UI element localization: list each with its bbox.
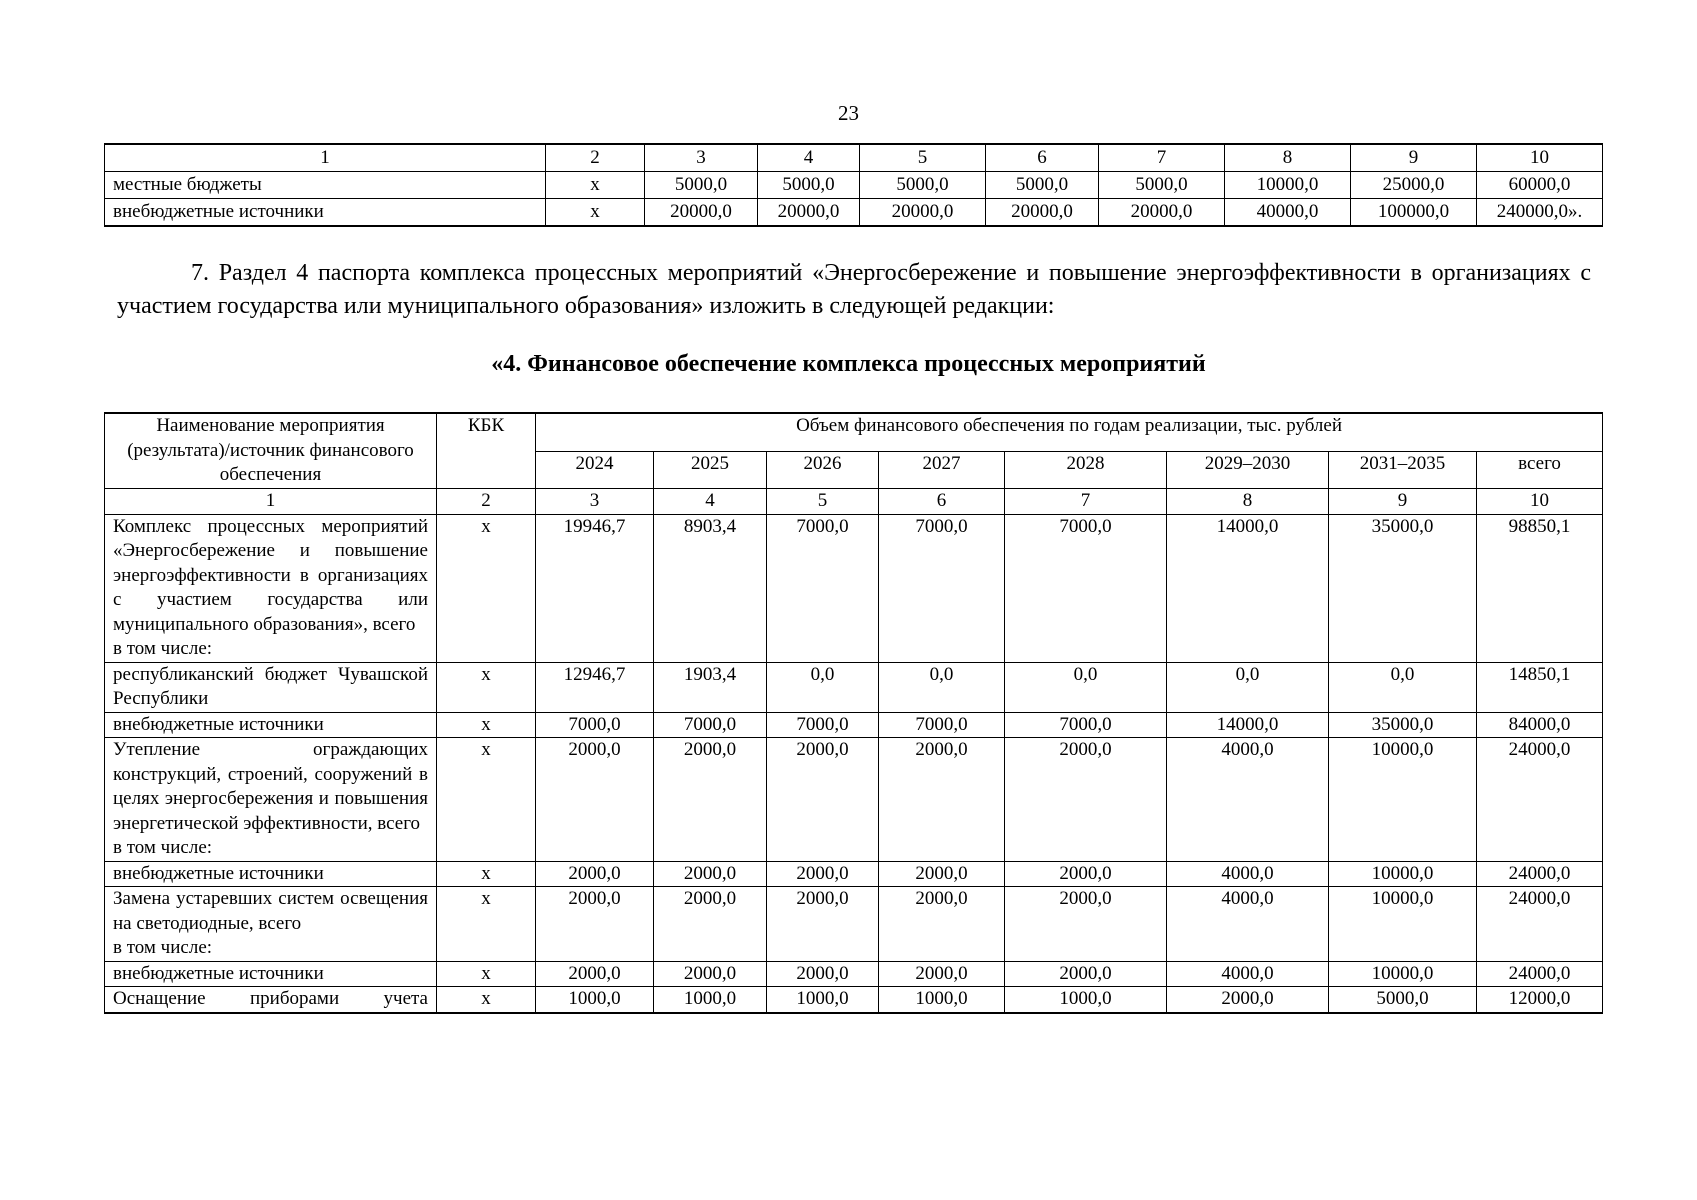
table-cell: 0,0 bbox=[767, 662, 879, 712]
table-cell: 2000,0 bbox=[1005, 961, 1167, 987]
table-cell: 7000,0 bbox=[1005, 712, 1167, 738]
table-cell: x bbox=[437, 861, 536, 887]
table-cell: x bbox=[437, 662, 536, 712]
header-cell: 9 bbox=[1351, 144, 1477, 172]
row-name-text: Комплекс процессных мероприятий «Энергосбережение и повышение энергоэффективности в организациях с участием государства или муниципального образования», всего bbox=[113, 515, 428, 635]
table-cell: 2000,0 bbox=[654, 738, 767, 862]
header-cell: 2 bbox=[546, 144, 645, 172]
table-cell: 19946,7 bbox=[536, 514, 654, 662]
instruction-paragraph: 7. Раздел 4 паспорта комплекса процессных мероприятий «Энергосбережение и повышение энергоэффективности в организациях с участием государства или муниципального образования» изложить в следующей редакции: bbox=[117, 260, 1591, 319]
row-name: местные бюджеты bbox=[105, 172, 546, 199]
table-cell: 1903,4 bbox=[654, 662, 767, 712]
table-cell: 24000,0 bbox=[1477, 738, 1603, 862]
table-row bbox=[105, 961, 1603, 987]
table-row bbox=[105, 987, 1603, 1013]
table-cell: 2000,0 bbox=[1167, 987, 1329, 1013]
header-cell: 5 bbox=[860, 144, 986, 172]
table-cell: 5000,0 bbox=[986, 172, 1099, 199]
header-year: всего bbox=[1477, 451, 1603, 488]
table-cell: 2000,0 bbox=[879, 887, 1005, 962]
table-cell: 5000,0 bbox=[1329, 987, 1477, 1013]
table-cell: 20000,0 bbox=[986, 199, 1099, 227]
row-name: республиканский бюджет Чувашской Республики bbox=[105, 662, 437, 712]
table-cell: 24000,0 bbox=[1477, 961, 1603, 987]
table-header-row bbox=[105, 413, 1603, 451]
table-row bbox=[105, 662, 1603, 712]
row-name-sub: в том числе: bbox=[113, 837, 213, 858]
column-number: 2 bbox=[437, 489, 536, 515]
header-year: 2031–2035 bbox=[1329, 451, 1477, 488]
table-cell: 2000,0 bbox=[879, 738, 1005, 862]
financing-table bbox=[104, 412, 1603, 1014]
table-cell: 10000,0 bbox=[1329, 961, 1477, 987]
column-number: 4 bbox=[654, 489, 767, 515]
table-cell: 2000,0 bbox=[536, 961, 654, 987]
table-cell: 2000,0 bbox=[654, 861, 767, 887]
table-cell: 14850,1 bbox=[1477, 662, 1603, 712]
table-row bbox=[105, 738, 1603, 862]
closing-quote: ». bbox=[1568, 201, 1583, 222]
table-cell: 5000,0 bbox=[860, 172, 986, 199]
column-number: 3 bbox=[536, 489, 654, 515]
table-cell: 7000,0 bbox=[536, 712, 654, 738]
table-cell: 4000,0 bbox=[1167, 961, 1329, 987]
header-year: 2029–2030 bbox=[1167, 451, 1329, 488]
table-cell: 60000,0 bbox=[1477, 172, 1603, 199]
table-cell: x bbox=[437, 712, 536, 738]
table-cell: 4000,0 bbox=[1167, 738, 1329, 862]
row-name bbox=[105, 887, 437, 962]
header-cell: 6 bbox=[986, 144, 1099, 172]
table-cell: x bbox=[546, 199, 645, 227]
table-cell: x bbox=[437, 887, 536, 962]
table-cell: 2000,0 bbox=[654, 887, 767, 962]
table-cell: 84000,0 bbox=[1477, 712, 1603, 738]
table-row bbox=[105, 861, 1603, 887]
table-cell: 1000,0 bbox=[654, 987, 767, 1013]
table-cell: 20000,0 bbox=[860, 199, 986, 227]
table-cell: 2000,0 bbox=[536, 887, 654, 962]
table-cell: 5000,0 bbox=[1099, 172, 1225, 199]
row-name: внебюджетные источники bbox=[105, 199, 546, 227]
table-cell: 10000,0 bbox=[1329, 887, 1477, 962]
table-cell: 10000,0 bbox=[1329, 738, 1477, 862]
header-year: 2027 bbox=[879, 451, 1005, 488]
table-cell: 7000,0 bbox=[879, 712, 1005, 738]
table-cell: 100000,0 bbox=[1351, 199, 1477, 227]
table-cell: 4000,0 bbox=[1167, 861, 1329, 887]
table-row bbox=[105, 514, 1603, 662]
table-cell: 1000,0 bbox=[767, 987, 879, 1013]
table-cell: 0,0 bbox=[879, 662, 1005, 712]
table-cell bbox=[1477, 199, 1603, 227]
table-cell: 2000,0 bbox=[1005, 738, 1167, 862]
table-cell: 2000,0 bbox=[767, 887, 879, 962]
table-cell: 8903,4 bbox=[654, 514, 767, 662]
column-number: 7 bbox=[1005, 489, 1167, 515]
table-row bbox=[105, 172, 1603, 199]
table-cell: 24000,0 bbox=[1477, 887, 1603, 962]
table-cell: 2000,0 bbox=[767, 861, 879, 887]
table-cell: 35000,0 bbox=[1329, 514, 1477, 662]
table-cell: 5000,0 bbox=[758, 172, 860, 199]
table-cell: 1000,0 bbox=[879, 987, 1005, 1013]
column-number-row bbox=[105, 489, 1603, 515]
column-number: 5 bbox=[767, 489, 879, 515]
header-name: Наименование мероприятия (результата)/источник финансового обеспечения bbox=[105, 413, 437, 489]
row-name-text: Замена устаревших систем освещения на светодиодные, всего bbox=[113, 888, 428, 934]
table-cell: 1000,0 bbox=[536, 987, 654, 1013]
table-cell: 12946,7 bbox=[536, 662, 654, 712]
table-cell: 24000,0 bbox=[1477, 861, 1603, 887]
table-cell: 0,0 bbox=[1005, 662, 1167, 712]
table-header-row bbox=[105, 144, 1603, 172]
row-name: Оснащение приборами учета bbox=[105, 987, 437, 1013]
table-cell: 14000,0 bbox=[1167, 712, 1329, 738]
column-number: 9 bbox=[1329, 489, 1477, 515]
table-cell: x bbox=[437, 738, 536, 862]
table-cell: 2000,0 bbox=[536, 738, 654, 862]
table-cell: 20000,0 bbox=[758, 199, 860, 227]
row-name bbox=[105, 514, 437, 662]
row-name-sub: в том числе: bbox=[113, 937, 213, 958]
table-cell: x bbox=[437, 961, 536, 987]
table-cell: 40000,0 bbox=[1225, 199, 1351, 227]
header-year: 2024 bbox=[536, 451, 654, 488]
row-name-sub: в том числе: bbox=[113, 638, 213, 659]
table-cell: x bbox=[437, 514, 536, 662]
table-row bbox=[105, 712, 1603, 738]
table-cell: 10000,0 bbox=[1329, 861, 1477, 887]
page-number: 23 bbox=[838, 101, 859, 125]
table-cell: 1000,0 bbox=[1005, 987, 1167, 1013]
table-cell: 12000,0 bbox=[1477, 987, 1603, 1013]
table-cell: 2000,0 bbox=[1005, 861, 1167, 887]
header-year: 2025 bbox=[654, 451, 767, 488]
table-cell: 7000,0 bbox=[654, 712, 767, 738]
table-cell: 4000,0 bbox=[1167, 887, 1329, 962]
table-cell: x bbox=[546, 172, 645, 199]
cell-value: 240000,0 bbox=[1496, 201, 1568, 222]
table-cell: 2000,0 bbox=[879, 861, 1005, 887]
header-cell: 10 bbox=[1477, 144, 1603, 172]
table-cell: 7000,0 bbox=[767, 514, 879, 662]
table-continued bbox=[104, 143, 1603, 227]
header-kbk: КБК bbox=[437, 413, 536, 489]
row-name: внебюджетные источники bbox=[105, 861, 437, 887]
table-cell: 14000,0 bbox=[1167, 514, 1329, 662]
header-year: 2028 bbox=[1005, 451, 1167, 488]
row-name: внебюджетные источники bbox=[105, 961, 437, 987]
row-name-text: Утепление ограждающих конструкций, строений, сооружений в целях энергосбережения и повышения энергетической эффективности, всего bbox=[113, 739, 428, 834]
table-cell: 7000,0 bbox=[767, 712, 879, 738]
column-number: 10 bbox=[1477, 489, 1603, 515]
header-cell: 8 bbox=[1225, 144, 1351, 172]
table-cell: 2000,0 bbox=[767, 961, 879, 987]
table-cell: 7000,0 bbox=[879, 514, 1005, 662]
table-cell: 98850,1 bbox=[1477, 514, 1603, 662]
column-number: 8 bbox=[1167, 489, 1329, 515]
table-cell: 25000,0 bbox=[1351, 172, 1477, 199]
column-number: 6 bbox=[879, 489, 1005, 515]
table-cell: 2000,0 bbox=[879, 961, 1005, 987]
table-row bbox=[105, 887, 1603, 962]
header-cell: 3 bbox=[645, 144, 758, 172]
header-volume: Объем финансового обеспечения по годам реализации, тыс. рублей bbox=[536, 413, 1603, 451]
table-cell: 20000,0 bbox=[1099, 199, 1225, 227]
column-number: 1 bbox=[105, 489, 437, 515]
table-cell: 20000,0 bbox=[645, 199, 758, 227]
section-heading: «4. Финансовое обеспечение комплекса процессных мероприятий bbox=[491, 351, 1206, 377]
table-cell: 5000,0 bbox=[645, 172, 758, 199]
table-row bbox=[105, 199, 1603, 227]
table-cell: 7000,0 bbox=[1005, 514, 1167, 662]
table-cell: 2000,0 bbox=[1005, 887, 1167, 962]
row-name: внебюджетные источники bbox=[105, 712, 437, 738]
table-cell: x bbox=[437, 987, 536, 1013]
table-cell: 0,0 bbox=[1329, 662, 1477, 712]
table-cell: 2000,0 bbox=[767, 738, 879, 862]
header-year: 2026 bbox=[767, 451, 879, 488]
header-cell: 1 bbox=[105, 144, 546, 172]
header-cell: 7 bbox=[1099, 144, 1225, 172]
row-name bbox=[105, 738, 437, 862]
table-cell: 10000,0 bbox=[1225, 172, 1351, 199]
table-cell: 2000,0 bbox=[536, 861, 654, 887]
header-cell: 4 bbox=[758, 144, 860, 172]
table-cell: 35000,0 bbox=[1329, 712, 1477, 738]
table-cell: 2000,0 bbox=[654, 961, 767, 987]
table-cell: 0,0 bbox=[1167, 662, 1329, 712]
